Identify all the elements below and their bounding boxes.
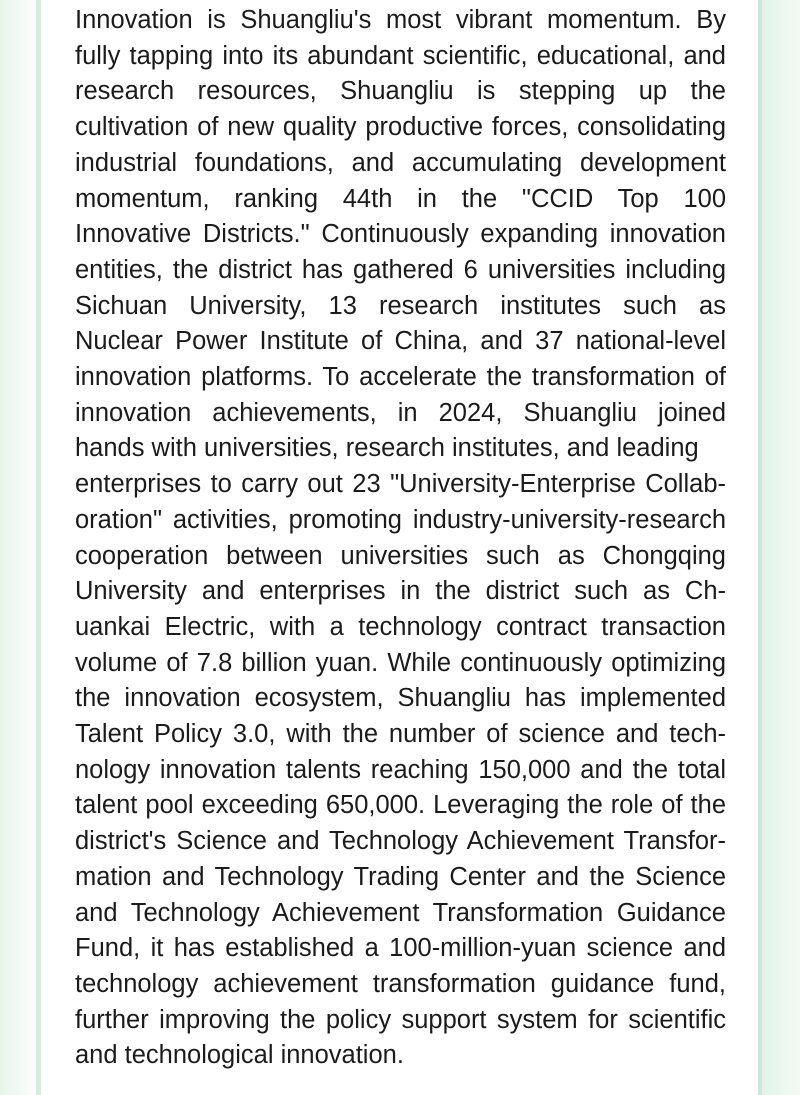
text-line: Talent Policy 3.0, with the number of science and tech- [75,720,726,749]
text-line: innovation achievements, in 2024, Shuangliu joined [75,398,726,427]
text-line: Innovation is Shuangliu's most vibrant momentum. By [75,6,726,34]
text-line: Innovative Districts." Continuously expanding innovation [75,220,726,249]
left-margin-gradient [0,0,36,1095]
text-line: volume of 7.8 billion yuan. While continuously optimizing [75,648,726,677]
text-line: further improving the policy support system for scientific [75,1005,726,1034]
text-line: enterprises to carry out 23 "University-Enterprise Collab- [75,470,726,499]
text-line: technology achievement transformation guidance fund, [75,969,726,998]
text-line: talent pool exceeding 650,000. Leveraging the role of the [75,791,726,820]
text-line: cultivation of new quality productive forces, consolidating [75,113,726,142]
article-content-area [41,0,758,1095]
text-line: research resources, Shuangliu is stepping up the [75,77,726,106]
text-line: oration" activities, promoting industry-university-research [75,505,726,534]
text-line: nology innovation talents reaching 150,000 and the total [75,755,726,784]
article-paragraph [75,3,726,1074]
text-line: and Technology Achievement Transformation Guidance [75,898,726,927]
text-line: mation and Technology Trading Center and the Science [75,862,726,891]
text-line: district's Science and Technology Achievement Transfor- [75,827,726,856]
text-line: fully tapping into its abundant scientific, educational, and [75,41,726,70]
text-line: and technological innovation. [75,1041,404,1070]
text-line: industrial foundations, and accumulating development [75,148,726,177]
text-line: cooperation between universities such as Chongqing [75,541,726,570]
text-line: momentum, ranking 44th in the "CCID Top 100 [75,184,726,213]
text-line: uankai Electric, with a technology contract transaction [75,612,726,641]
text-line: Sichuan University, 13 research institutes such as [75,291,726,320]
text-line: Fund, it has established a 100-million-yuan science and [75,934,726,963]
text-line: Nuclear Power Institute of China, and 37 national-level [75,327,726,356]
text-line: hands with universities, research institutes, and leading [75,434,699,463]
text-line: entities, the district has gathered 6 universities including [75,255,726,284]
right-margin-gradient [762,0,800,1095]
text-line: the innovation ecosystem, Shuangliu has implemented [75,684,726,713]
text-line: innovation platforms. To accelerate the transformation of [75,363,726,392]
text-line: University and enterprises in the district such as Ch- [75,577,726,606]
